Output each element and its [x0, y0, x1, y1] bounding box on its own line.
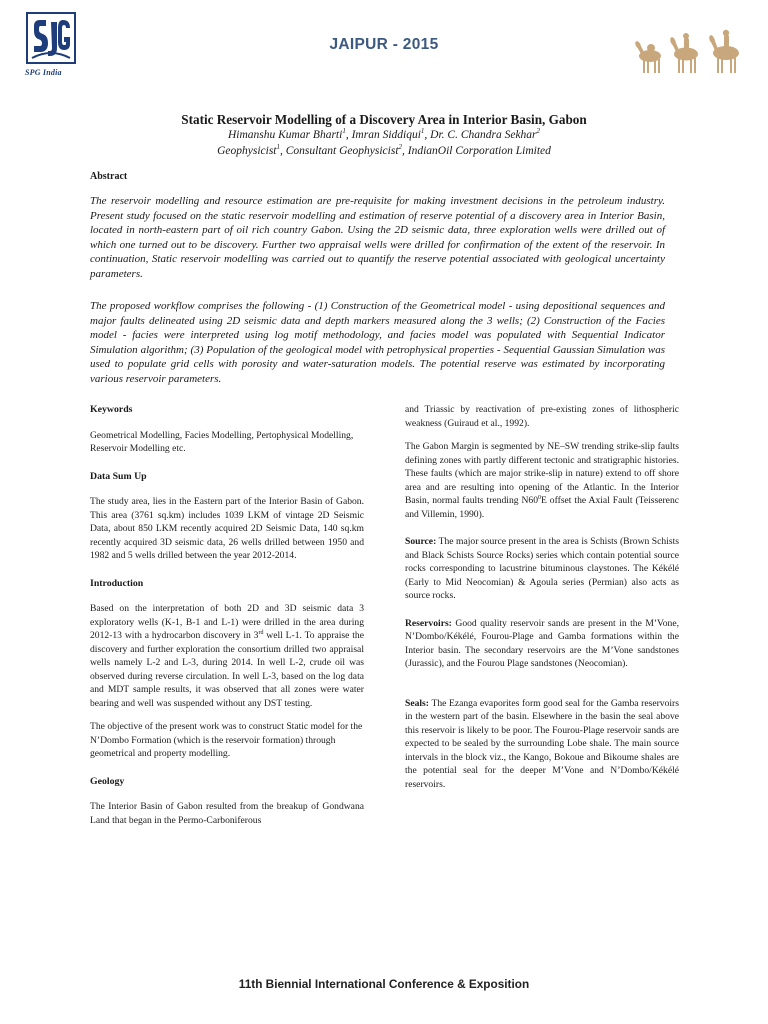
introduction-paragraph: The objective of the present work was to construct Static model for the N’Dombo Formation (which is the reservoir formation) through geometrical and property modelling. — [90, 721, 363, 759]
affiliation-separator: , — [402, 144, 408, 157]
author-name: Dr. C. Chandra Sekhar — [430, 128, 537, 141]
author-line — [0, 127, 768, 141]
right-column — [405, 403, 679, 801]
geology-paragraph-continued: and Triassic by reactivation of pre-existing zones of lithospheric weakness (Guiraud et al., 1992). — [405, 404, 679, 429]
author-mark: 1 — [420, 127, 425, 135]
introduction-heading: Introduction — [90, 577, 144, 589]
seals-label: Seals: — [405, 697, 429, 709]
author-mark: 2 — [536, 127, 541, 135]
intro-text: Based on the interpretation of both 2D and 3D seismic data 3 exploratory wells (K-1, B-1 and L-1) were drilled in the area during 2012-13 with a hydrocarbon discovery in 3 — [90, 603, 364, 641]
affiliation-role: Geophysicist — [217, 144, 277, 157]
geology-paragraph: The Interior Basin of Gabon resulted from the breakup of Gondwana Land that began in the Permo-Carboniferous — [90, 801, 364, 826]
paper-title: Static Reservoir Modelling of a Discovery Area in Interior Basin, Gabon — [181, 112, 587, 127]
introduction-paragraph — [90, 602, 364, 710]
abstract-paragraph: The proposed workflow comprises the following - (1) Construction of the Geometrical model - using depositional sequences and major faults delineated using 2D seismic data and depth markers measured along the 3 wells; (2) Construction of the Facies model - facies were interpreted using log motif methodology, and facies model was populated with Sequential Indicator Simulation algorithm; (3) Population of the geological model with petrophysical properties - Sequential Gaussian Simulation was used to populate grid cells with porosity and water-saturation models. The potential reserve was estimated by incorporating various reservoir parameters. — [90, 300, 665, 385]
geology-heading: Geology — [90, 775, 125, 787]
geology-text: E offset the Axial Fault (Teisserenc and Villemin, 1990). — [405, 495, 679, 520]
keywords-heading: Keywords — [90, 404, 133, 415]
intro-superscript: rd — [258, 629, 264, 636]
reservoirs-paragraph — [405, 617, 679, 671]
seals-paragraph — [405, 697, 679, 792]
affiliation-mark: 1 — [276, 143, 280, 151]
source-label: Source: — [405, 536, 437, 547]
left-column — [90, 403, 364, 837]
seals-text: The Ezanga evaporites form good seal for the Gamba reservoirs in the western part of the basin. Elsewhere in the basin the seal above this reservoir is likely to be poor. The Fourou-Plage reservoir sands are expected to be sealed by the surrounding Lobe shale. The main source intervals in the block viz., the Kango, Bokoue and Bikoume shales are the potential seal for the deeper M’Vone and N’Dombo/Kékélé reservoirs. — [405, 697, 679, 790]
reservoirs-label: Reservoirs: — [405, 617, 452, 629]
affiliation-role: Consultant Geophysicist — [285, 144, 399, 157]
author-name: Himanshu Kumar Bharti — [227, 128, 343, 141]
author-separator: , — [345, 128, 352, 141]
author-name: Imran Siddiqui — [351, 128, 421, 141]
affiliation-separator: , — [280, 144, 286, 157]
affiliation-mark: 2 — [398, 143, 403, 151]
author-separator: , — [424, 128, 431, 141]
source-paragraph — [405, 535, 679, 603]
data-sum-up-text: The study area, lies in the Eastern part of the Interior Basin of Gabon. This area (3761 sq.km) includes 1039 LKM of vintage 2D Seismic Data, about 850 LKM recently acquired 2D Seismic Data, 140 sq.km recently acquired 3D seismic data, 26 wells drilled between 1950 and 1982 and 5 wells drilled between the year 2012-2014. — [90, 496, 364, 561]
logo-caption: SPG India — [25, 68, 62, 77]
author-mark: 1 — [342, 127, 346, 135]
geology-text: The Gabon Margin is segmented by NE–SW trending strike-slip faults defining zones with partly different tectonic and stratigraphic histories. These faults (which are major strike-slip in nature) extend to off shore area and are resulting into opening of the Atlantic. In the Interior Basin, normal faults trending N60 — [405, 441, 679, 506]
affiliation-line — [0, 143, 768, 157]
reservoirs-text: Good quality reservoir sands are present in the M’Vone, N’Dombo/Kékélé, Fourou-Plage and Gamba formations within the Interior basin. The secondary reservoirs are the M’Vone sandstones (Jurassic), and the Fourou Plage sandstones (Neocomian). — [405, 617, 679, 669]
intro-text: well L-1. To appraise the discovery and further exploration the consortium drilled two appraisal wells namely L-2 and L-3, during 2014. In well L-2, crude oil was observed during reverse circulation. In well L-3, based on the log data and MDT sample results, it was observed that all zones were water bearing and well was suspended without any DST testing. — [90, 630, 364, 709]
source-text: The major source present in the area is Schists (Brown Schists and Black Schists Source Rocks) series which contain potential source rocks corresponding to lacustrine bituminous claystones. The Kékélé (Early to Mid Neocomian) & Agoula series (Permian) also acts as source rocks. — [405, 536, 679, 601]
data-sum-up-heading: Data Sum Up — [90, 470, 147, 482]
keywords-text: Geometrical Modelling, Facies Modelling, Pertophysical Modelling, Reservoir Modelling etc. — [90, 429, 354, 454]
geology-paragraph — [405, 440, 679, 521]
abstract-paragraph: The reservoir modelling and resource estimation are pre-requisite for making investment decisions in the petroleum industry. Present study focused on the static reservoir modelling and estimation of reserve potential of a discovery area in Interior Basin, located in north-eastern part of oil rich country Gabon. Using the 2D seismic data, three exploration wells were drilled out of which one turned out to be discovery. Further two appraisal wells were drilled for confirmation of the extent of the reservoir. In continuation, Static reservoir modelling was carried out to quantify the reserve potential associated with geological uncertainty parameters. — [90, 195, 665, 280]
camel-caravan-icon — [632, 22, 748, 74]
affiliation-org: IndianOil Corporation Limited — [407, 144, 551, 157]
conference-footer: 11th Biennial International Conference & Exposition — [238, 977, 530, 991]
conference-header: JAIPUR - 2015 — [329, 36, 439, 53]
geology-superscript: 0 — [538, 494, 541, 501]
abstract-heading: Abstract — [90, 171, 128, 182]
